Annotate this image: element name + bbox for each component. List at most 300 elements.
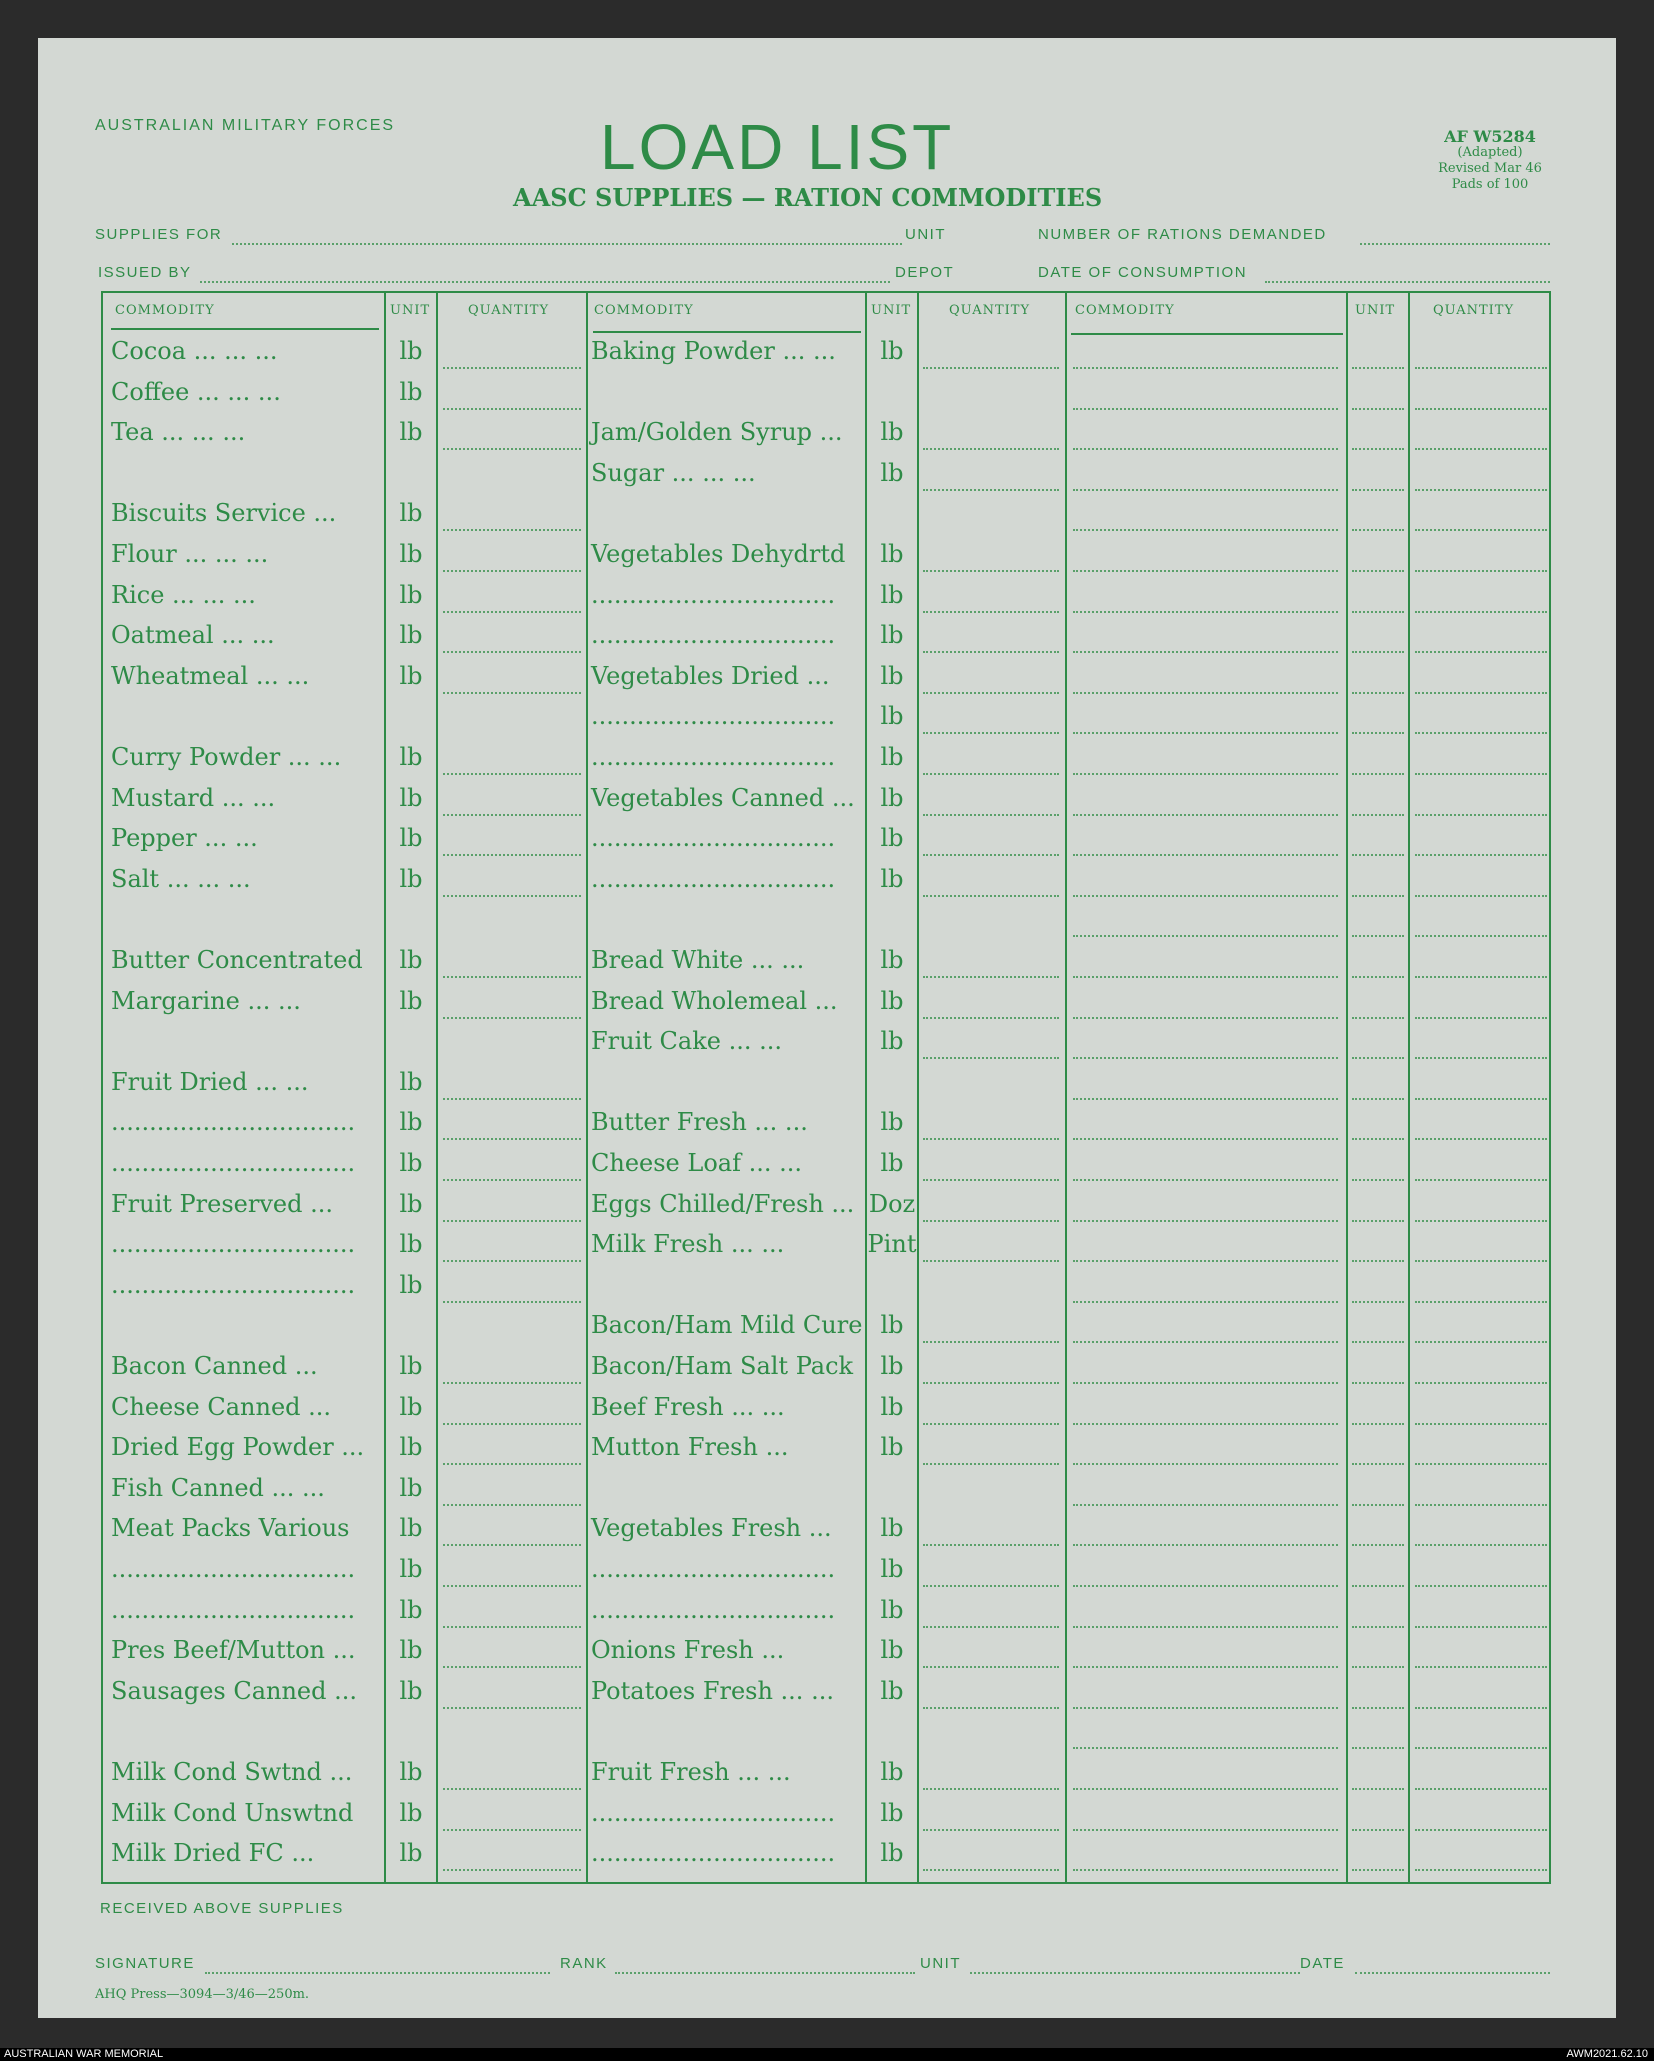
col3-quantity-field[interactable]: [1415, 1098, 1547, 1100]
col3-quantity-field[interactable]: [1415, 1829, 1547, 1831]
org-name: AUSTRALIAN MILITARY FORCES: [95, 117, 396, 134]
col2-unit: lb: [880, 1758, 904, 1786]
col1-commodity-name: Fruit Preserved ...: [111, 1189, 333, 1218]
col3-quantity-field[interactable]: [1415, 1423, 1547, 1425]
col1-unit: lb: [399, 580, 423, 609]
col2-quantity-field[interactable]: [923, 1138, 1059, 1140]
col2-commodity-name: Milk Fresh ... ...: [591, 1230, 785, 1259]
col1-commodity-name: Fish Canned ... ...: [111, 1473, 325, 1502]
col2-commodity-name: Cheese Loaf ... ...: [591, 1149, 802, 1177]
col2-commodity-name: Bacon/Ham Mild Cure: [591, 1311, 863, 1340]
col3-unit-field[interactable]: [1352, 1707, 1404, 1709]
col2-commodity-name: Fruit Cake ... ...: [591, 1027, 782, 1056]
col2-commodity-name: Mutton Fresh ...: [591, 1433, 789, 1462]
col3-quantity-field[interactable]: [1415, 1057, 1547, 1059]
col2-unit: lb: [880, 1352, 904, 1380]
col1-quantity-field[interactable]: [443, 1504, 581, 1506]
col1-unit: lb: [399, 1758, 423, 1786]
col2-quantity-field[interactable]: [923, 773, 1059, 775]
col3-quantity-field[interactable]: [1415, 1138, 1547, 1140]
unit-label: UNIT: [905, 226, 946, 243]
col1-unit: lb: [399, 743, 423, 771]
col2-quantity-field[interactable]: [923, 367, 1059, 369]
col1-commodity-name: Flour ... ... ...: [111, 540, 269, 568]
col3-commodity-field[interactable]: [1073, 1057, 1338, 1059]
col3-unit-field[interactable]: [1352, 1098, 1404, 1100]
archive-name: AUSTRALIAN WAR MEMORIAL: [4, 2048, 164, 2060]
col2-quantity-field[interactable]: [923, 651, 1059, 653]
col1-commodity-name: Milk Dried FC ...: [111, 1839, 315, 1868]
col3-commodity-field[interactable]: [1073, 1301, 1338, 1303]
col2-quantity-field[interactable]: [923, 1788, 1059, 1790]
col1-unit: lb: [399, 1149, 423, 1177]
col1-commodity-name: ................................: [111, 1595, 356, 1624]
col3-commodity-field[interactable]: [1073, 1829, 1338, 1831]
col2-commodity-name: ................................: [591, 1798, 836, 1827]
col1-quantity-field[interactable]: [443, 1666, 581, 1668]
col3-quantity-field[interactable]: [1415, 408, 1547, 410]
col3-quantity-field[interactable]: [1415, 732, 1547, 734]
col2-commodity-name: ................................: [591, 621, 836, 650]
col1-quantity-field[interactable]: [443, 1382, 581, 1384]
col2-quantity-field[interactable]: [923, 1341, 1059, 1343]
col1-quantity-field[interactable]: [443, 1585, 581, 1587]
col3-unit-field[interactable]: [1352, 1585, 1404, 1587]
col3-unit-field[interactable]: [1352, 1869, 1404, 1871]
col2-quantity-field[interactable]: [923, 854, 1059, 856]
col3-quantity-field[interactable]: [1415, 1585, 1547, 1587]
col1-commodity-name: ................................: [111, 1149, 356, 1177]
col1-quantity-field[interactable]: [443, 1301, 581, 1303]
col2-unit: lb: [880, 743, 904, 771]
col2-unit: lb: [880, 702, 904, 731]
col2-unit: lb: [880, 783, 904, 812]
col2-commodity-name: Sugar ... ... ...: [591, 458, 756, 487]
col3-commodity-field[interactable]: [1073, 1585, 1338, 1587]
col2-quantity-field[interactable]: [923, 976, 1059, 978]
col2-commodity-name: ................................: [591, 1595, 836, 1624]
col3-commodity-field[interactable]: [1073, 1544, 1338, 1546]
col3-unit-field[interactable]: [1352, 570, 1404, 572]
col3-commodity-field[interactable]: [1073, 1017, 1338, 1019]
rations-label: NUMBER OF RATIONS DEMANDED: [1038, 226, 1327, 243]
supplies-for-label: SUPPLIES FOR: [95, 226, 223, 243]
col1-unit: lb: [399, 864, 423, 893]
col1-unit: lb: [399, 1270, 423, 1299]
col1-quantity-field[interactable]: [443, 570, 581, 572]
footer-unit-field[interactable]: [970, 1972, 1300, 1974]
col2-quantity-field[interactable]: [923, 448, 1059, 450]
col3-quantity-field[interactable]: [1415, 895, 1547, 897]
date-field[interactable]: [1355, 1972, 1550, 1974]
col2-unit: Doz: [868, 1189, 916, 1218]
col2-unit: Pint: [867, 1230, 917, 1259]
col3-commodity-field[interactable]: [1073, 1220, 1338, 1222]
col1-quantity-field[interactable]: [443, 1544, 581, 1546]
col2-quantity-field[interactable]: [923, 570, 1059, 572]
signature-label: SIGNATURE: [95, 1955, 195, 1972]
col3-commodity-field[interactable]: [1073, 1382, 1338, 1384]
col1-quantity-field[interactable]: [443, 408, 581, 410]
col3-unit-field[interactable]: [1352, 1829, 1404, 1831]
col2-unit: lb: [880, 1595, 904, 1624]
col3-commodity-field[interactable]: [1073, 489, 1338, 491]
col2-unit: lb: [880, 986, 904, 1015]
col3-commodity-field[interactable]: [1073, 1626, 1338, 1628]
col3-quantity-field[interactable]: [1415, 1382, 1547, 1384]
col3-commodity-field[interactable]: [1073, 935, 1338, 937]
header-underline: [111, 328, 379, 330]
col3-commodity-field[interactable]: [1073, 773, 1338, 775]
signature-field[interactable]: [205, 1972, 550, 1974]
col2-quantity-field[interactable]: [923, 489, 1059, 491]
col1-quantity-field[interactable]: [443, 1098, 581, 1100]
col1-quantity-field[interactable]: [443, 1179, 581, 1181]
col2-unit: lb: [880, 1555, 904, 1583]
col2-commodity-name: Fruit Fresh ... ...: [591, 1758, 791, 1786]
rations-field[interactable]: [1360, 243, 1550, 245]
col2-commodity-name: Vegetables Dried ...: [591, 661, 830, 690]
col3-commodity-field[interactable]: [1073, 1788, 1338, 1790]
col3-unit-field[interactable]: [1352, 489, 1404, 491]
col2-quantity-field[interactable]: [923, 1626, 1059, 1628]
col2-unit: lb: [880, 1108, 904, 1137]
col3-quantity-field[interactable]: [1415, 976, 1547, 978]
col3-quantity-field[interactable]: [1415, 1017, 1547, 1019]
col1-quantity-field[interactable]: [443, 1017, 581, 1019]
col3-unit-field[interactable]: [1352, 1788, 1404, 1790]
col3-commodity-field[interactable]: [1073, 732, 1338, 734]
col3-commodity-field[interactable]: [1073, 1504, 1338, 1506]
col3-quantity-field[interactable]: [1415, 448, 1547, 450]
col3-quantity-field[interactable]: [1415, 1666, 1547, 1668]
col1-commodity-name: Cocoa ... ... ...: [111, 337, 278, 365]
form-note-adapted: (Adapted): [1457, 145, 1523, 160]
col1-unit: lb: [399, 621, 423, 650]
col3-commodity-field[interactable]: [1073, 651, 1338, 653]
col3-unit-field[interactable]: [1352, 854, 1404, 856]
col1-unit: lb: [399, 986, 423, 1015]
col2-quantity-field[interactable]: [923, 895, 1059, 897]
col1-unit: lb: [399, 377, 423, 406]
col3-quantity-field[interactable]: [1415, 651, 1547, 653]
col1-quantity-field[interactable]: [443, 814, 581, 816]
col3-commodity-field[interactable]: [1073, 976, 1338, 978]
col2-commodity-name: Bread White ... ...: [591, 946, 805, 974]
col3-commodity-field[interactable]: [1073, 1423, 1338, 1425]
issued-by-label: ISSUED BY: [98, 264, 192, 281]
col1-unit: lb: [399, 1352, 423, 1380]
col2-quantity-field[interactable]: [923, 1666, 1059, 1668]
col3-unit-field[interactable]: [1352, 1017, 1404, 1019]
col3-quantity-field[interactable]: [1415, 1788, 1547, 1790]
col2-unit: lb: [880, 824, 904, 853]
col3-quantity-field[interactable]: [1415, 529, 1547, 531]
col-divider: [1346, 293, 1348, 1882]
col3-quantity-field[interactable]: [1415, 1220, 1547, 1222]
col3-unit-field[interactable]: [1352, 1504, 1404, 1506]
col3-commodity-field[interactable]: [1073, 1341, 1338, 1343]
col1-quantity-field[interactable]: [443, 1626, 581, 1628]
col2-unit: lb: [880, 1676, 904, 1705]
col1-unit: lb: [399, 1636, 423, 1665]
col3-unit-field[interactable]: [1352, 732, 1404, 734]
col3-commodity-field[interactable]: [1073, 1869, 1338, 1871]
archive-ref: AWM2021.62.10: [1566, 2048, 1648, 2060]
col2-quantity-field[interactable]: [923, 1829, 1059, 1831]
col3-quantity-field[interactable]: [1415, 773, 1547, 775]
col3-quantity-field[interactable]: [1415, 1301, 1547, 1303]
col3-unit-field[interactable]: [1352, 529, 1404, 531]
col1-quantity-field[interactable]: [443, 976, 581, 978]
rank-field[interactable]: [615, 1972, 915, 1974]
col-divider: [1065, 293, 1067, 1882]
col1-quantity-field[interactable]: [443, 1220, 581, 1222]
col1-quantity-field[interactable]: [443, 1260, 581, 1262]
col2-quantity-field[interactable]: [923, 611, 1059, 613]
col3-unit-field[interactable]: [1352, 651, 1404, 653]
col2-unit: lb: [880, 1433, 904, 1462]
col2-unit: lb: [880, 580, 904, 609]
col3-commodity-field[interactable]: [1073, 692, 1338, 694]
col3-unit-field[interactable]: [1352, 1666, 1404, 1668]
col3-unit-field[interactable]: [1352, 448, 1404, 450]
col2-quantity-field[interactable]: [923, 1869, 1059, 1871]
col3-unit-field[interactable]: [1352, 895, 1404, 897]
page-subtitle: AASC SUPPLIES — RATION COMMODITIES: [513, 183, 1103, 212]
col3-commodity-field[interactable]: [1073, 408, 1338, 410]
col3-quantity-field[interactable]: [1415, 1869, 1547, 1871]
col3-unit-field[interactable]: [1352, 976, 1404, 978]
col2-quantity-field[interactable]: [923, 1585, 1059, 1587]
col3-quantity-field[interactable]: [1415, 814, 1547, 816]
col-divider: [586, 293, 588, 1882]
col3-commodity-field[interactable]: [1073, 1463, 1338, 1465]
col1-unit: lb: [399, 418, 423, 447]
col3-commodity-field[interactable]: [1073, 367, 1338, 369]
col2-unit: lb: [880, 1798, 904, 1827]
col1-quantity-field[interactable]: [443, 1423, 581, 1425]
col2-quantity-field[interactable]: [923, 732, 1059, 734]
depot-label: DEPOT: [895, 264, 955, 281]
col3-unit-field[interactable]: [1352, 1057, 1404, 1059]
form-reference: [1410, 129, 1570, 193]
date-label: DATE: [1300, 1955, 1345, 1972]
col2-unit: lb: [880, 1392, 904, 1421]
col1-quantity-field[interactable]: [443, 651, 581, 653]
col2-unit: lb: [880, 621, 904, 650]
col2-unit: lb: [880, 1311, 904, 1340]
col1-commodity-name: Cheese Canned ...: [111, 1392, 332, 1421]
col1-commodity-name: Tea ... ... ...: [111, 418, 246, 447]
col2-quantity-field[interactable]: [923, 1260, 1059, 1262]
date-consumption-field[interactable]: [1265, 281, 1550, 283]
form-code: AF W5284: [1444, 127, 1536, 146]
col1-unit: lb: [399, 1514, 423, 1543]
col1-unit: lb: [399, 1798, 423, 1827]
col3-commodity-field[interactable]: [1073, 1138, 1338, 1140]
col1-quantity-field[interactable]: [443, 895, 581, 897]
col3-quantity-field[interactable]: [1415, 1179, 1547, 1181]
col1-quantity-field[interactable]: [443, 448, 581, 450]
commodity-table: [101, 291, 1551, 1884]
col3-quantity-field[interactable]: [1415, 1463, 1547, 1465]
col3-commodity-field[interactable]: [1073, 814, 1338, 816]
col1-unit: lb: [399, 1108, 423, 1137]
col3-quantity-field[interactable]: [1415, 1341, 1547, 1343]
col1-commodity-name: Meat Packs Various: [111, 1514, 350, 1543]
col3-unit-field[interactable]: [1352, 1626, 1404, 1628]
col1-quantity-field[interactable]: [443, 1707, 581, 1709]
col2-unit: lb: [880, 540, 904, 568]
col2-commodity-name: Vegetables Fresh ...: [591, 1514, 832, 1543]
col3-unit-field[interactable]: [1352, 1138, 1404, 1140]
col1-unit: lb: [399, 1676, 423, 1705]
col2-unit: lb: [880, 1149, 904, 1177]
col3-commodity-field[interactable]: [1073, 895, 1338, 897]
col2-quantity-field[interactable]: [923, 814, 1059, 816]
col1-commodity-name: Wheatmeal ... ...: [111, 661, 310, 690]
col3-unit-field[interactable]: [1352, 773, 1404, 775]
col2-commodity-name: Vegetables Canned ...: [591, 783, 855, 812]
col3-unit-field[interactable]: [1352, 367, 1404, 369]
col3-quantity-field[interactable]: [1415, 1626, 1547, 1628]
col3-unit-field[interactable]: [1352, 611, 1404, 613]
col3-quantity-field[interactable]: [1415, 611, 1547, 613]
col3-unit-field[interactable]: [1352, 1220, 1404, 1222]
col1-unit: lb: [399, 1473, 423, 1502]
col3-commodity-field[interactable]: [1073, 1179, 1338, 1181]
issued-by-field[interactable]: [200, 281, 890, 283]
col3-quantity-field[interactable]: [1415, 367, 1547, 369]
col1-quantity-field[interactable]: [443, 1829, 581, 1831]
col2-unit-header: UNIT: [871, 303, 912, 318]
col3-quantity-field[interactable]: [1415, 489, 1547, 491]
col3-quantity-field[interactable]: [1415, 854, 1547, 856]
col3-unit-field[interactable]: [1352, 1301, 1404, 1303]
col3-unit-field[interactable]: [1352, 1341, 1404, 1343]
col3-commodity-header: COMMODITY: [1075, 303, 1175, 318]
col2-commodity-name: ................................: [591, 580, 836, 609]
col1-commodity-name: Milk Cond Swtnd ...: [111, 1758, 353, 1786]
col3-quantity-field[interactable]: [1415, 1260, 1547, 1262]
col3-commodity-field[interactable]: [1073, 1666, 1338, 1668]
col1-quantity-field[interactable]: [443, 773, 581, 775]
col1-commodity-name: Oatmeal ... ...: [111, 621, 275, 650]
col3-unit-field[interactable]: [1352, 1382, 1404, 1384]
col1-commodity-name: Sausages Canned ...: [111, 1676, 358, 1705]
header-underline: [593, 331, 861, 333]
col3-commodity-field[interactable]: [1073, 1098, 1338, 1100]
archive-strip: [0, 2048, 1654, 2061]
col3-commodity-field[interactable]: [1073, 1747, 1338, 1749]
col1-commodity-name: Salt ... ... ...: [111, 864, 251, 893]
col1-unit: lb: [399, 1392, 423, 1421]
col3-quantity-field[interactable]: [1415, 570, 1547, 572]
col2-quantity-field[interactable]: [923, 1382, 1059, 1384]
col3-commodity-field[interactable]: [1073, 1707, 1338, 1709]
col2-quantity-field[interactable]: [923, 1057, 1059, 1059]
col1-quantity-header: QUANTITY: [468, 303, 550, 318]
col3-quantity-field[interactable]: [1415, 935, 1547, 937]
col2-commodity-name: Potatoes Fresh ... ...: [591, 1676, 834, 1705]
press-imprint: AHQ Press—3094—3/46—250m.: [95, 1987, 310, 2002]
col2-commodity-name: Beef Fresh ... ...: [591, 1392, 785, 1421]
col1-unit: lb: [399, 783, 423, 812]
col1-quantity-field[interactable]: [443, 854, 581, 856]
col3-quantity-field[interactable]: [1415, 1747, 1547, 1749]
col2-quantity-field[interactable]: [923, 1463, 1059, 1465]
col2-commodity-name: ................................: [591, 864, 836, 893]
col3-commodity-field[interactable]: [1073, 854, 1338, 856]
col-divider: [1408, 293, 1410, 1882]
col1-commodity-name: ................................: [111, 1270, 356, 1299]
col1-quantity-field[interactable]: [443, 1138, 581, 1140]
col3-commodity-field[interactable]: [1073, 529, 1338, 531]
col3-quantity-field[interactable]: [1415, 692, 1547, 694]
col-divider: [436, 293, 438, 1882]
col3-quantity-field[interactable]: [1415, 1707, 1547, 1709]
supplies-for-field[interactable]: [232, 243, 902, 245]
col1-quantity-field[interactable]: [443, 1869, 581, 1871]
col3-unit-field[interactable]: [1352, 1747, 1404, 1749]
col1-commodity-name: Butter Concentrated: [111, 946, 363, 974]
col2-quantity-field[interactable]: [923, 1017, 1059, 1019]
footer-unit-label: UNIT: [920, 1955, 961, 1972]
col1-unit: lb: [399, 1230, 423, 1259]
col3-unit-field[interactable]: [1352, 1423, 1404, 1425]
col2-quantity-field[interactable]: [923, 1544, 1059, 1546]
header-underline: [1071, 333, 1343, 335]
col3-unit-field[interactable]: [1352, 692, 1404, 694]
col2-quantity-field[interactable]: [923, 692, 1059, 694]
col3-unit-field[interactable]: [1352, 1179, 1404, 1181]
col2-quantity-field[interactable]: [923, 1179, 1059, 1181]
col3-commodity-field[interactable]: [1073, 611, 1338, 613]
col1-quantity-field[interactable]: [443, 529, 581, 531]
col2-quantity-field[interactable]: [923, 1423, 1059, 1425]
col1-quantity-field[interactable]: [443, 692, 581, 694]
col2-commodity-name: Bread Wholemeal ...: [591, 986, 838, 1015]
col2-quantity-field[interactable]: [923, 1220, 1059, 1222]
col2-quantity-field[interactable]: [923, 1707, 1059, 1709]
col3-unit-field[interactable]: [1352, 935, 1404, 937]
col2-commodity-name: Vegetables Dehydrtd: [591, 540, 846, 568]
col3-unit-field[interactable]: [1352, 1463, 1404, 1465]
col3-commodity-field[interactable]: [1073, 1260, 1338, 1262]
col2-unit: lb: [880, 1636, 904, 1665]
col3-quantity-field[interactable]: [1415, 1504, 1547, 1506]
page-title: LOAD LIST: [600, 111, 955, 183]
col2-unit: lb: [880, 1839, 904, 1868]
col1-unit: lb: [399, 1595, 423, 1624]
col3-commodity-field[interactable]: [1073, 570, 1338, 572]
col2-unit: lb: [880, 864, 904, 893]
col3-unit-field[interactable]: [1352, 814, 1404, 816]
col3-quantity-field[interactable]: [1415, 1544, 1547, 1546]
col1-commodity-name: Pres Beef/Mutton ...: [111, 1636, 356, 1665]
col3-unit-field[interactable]: [1352, 1544, 1404, 1546]
col3-unit-field[interactable]: [1352, 1260, 1404, 1262]
col1-quantity-field[interactable]: [443, 1788, 581, 1790]
received-label: RECEIVED ABOVE SUPPLIES: [100, 1900, 344, 1917]
col3-unit-field[interactable]: [1352, 408, 1404, 410]
col1-quantity-field[interactable]: [443, 367, 581, 369]
col1-quantity-field[interactable]: [443, 1463, 581, 1465]
col1-quantity-field[interactable]: [443, 611, 581, 613]
col3-commodity-field[interactable]: [1073, 448, 1338, 450]
col1-unit: lb: [399, 661, 423, 690]
